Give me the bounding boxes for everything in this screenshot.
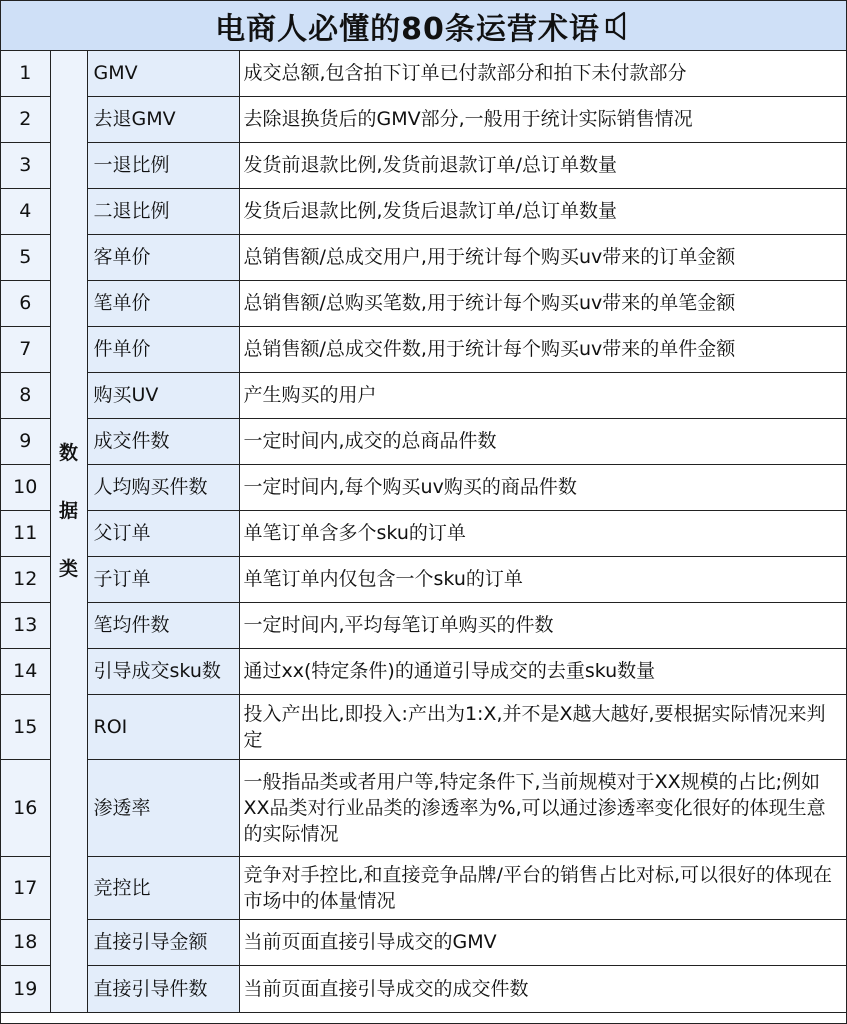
table-row: [1, 51, 846, 96]
term-name: 客单价: [87, 234, 239, 280]
table-row: [1, 234, 846, 280]
table-row: [1, 856, 846, 919]
term-description: 一般指品类或者用户等,特定条件下,当前规模对于XX规模的占比;例如XX品类对行业品类的渗透率为%,可以通过渗透率变化很好的体现生意的实际情况: [239, 759, 846, 856]
row-number: 7: [1, 326, 50, 372]
term-description: 单笔订单内仅包含一个sku的订单: [239, 556, 846, 602]
term-name: 直接引导件数: [87, 965, 239, 1012]
speaker-icon: [604, 11, 632, 41]
table-row: [1, 372, 846, 418]
table-row: [1, 510, 846, 556]
term-description: 发货前退款比例,发货前退款订单/总订单数量: [239, 142, 846, 188]
term-description: 产生购买的用户: [239, 372, 846, 418]
term-name: 二退比例: [87, 188, 239, 234]
term-description: 发货后退款比例,发货后退款订单/总订单数量: [239, 188, 846, 234]
page-title: 电商人必懂的80条运营术语: [215, 11, 600, 47]
row-number: 14: [1, 648, 50, 694]
term-name: 一退比例: [87, 142, 239, 188]
row-number: 12: [1, 556, 50, 602]
category-char: 类: [58, 558, 78, 581]
term-name: 去退GMV: [87, 96, 239, 142]
row-number: 2: [1, 96, 50, 142]
table-row: [1, 188, 846, 234]
table-row: [1, 96, 846, 142]
row-number: 5: [1, 234, 50, 280]
term-description: 一定时间内,平均每笔订单购买的件数: [239, 602, 846, 648]
row-number: 3: [1, 142, 50, 188]
row-number: 19: [1, 965, 50, 1012]
term-description: 通过xx(特定条件)的通道引导成交的去重sku数量: [239, 648, 846, 694]
term-name: GMV: [87, 51, 239, 96]
term-description: 总销售额/总成交件数,用于统计每个购买uv带来的单件金额: [239, 326, 846, 372]
row-number: 10: [1, 464, 50, 510]
term-description: 总销售额/总购买笔数,用于统计每个购买uv带来的单笔金额: [239, 280, 846, 326]
term-name: 件单价: [87, 326, 239, 372]
term-description: 当前页面直接引导成交的成交件数: [239, 965, 846, 1012]
row-number: 8: [1, 372, 50, 418]
term-name: 直接引导金额: [87, 919, 239, 965]
category-char: 据: [58, 500, 78, 523]
table-row: [1, 464, 846, 510]
term-name: 成交件数: [87, 418, 239, 464]
table-row: [1, 280, 846, 326]
row-number: 6: [1, 280, 50, 326]
term-description: 总销售额/总成交用户,用于统计每个购买uv带来的订单金额: [239, 234, 846, 280]
table-row: [1, 648, 846, 694]
terms-table: [1, 51, 846, 1013]
row-number: 13: [1, 602, 50, 648]
term-description: 一定时间内,每个购买uv购买的商品件数: [239, 464, 846, 510]
term-name: 子订单: [87, 556, 239, 602]
table-row: [1, 556, 846, 602]
table-row: [1, 965, 846, 1012]
table-row: [1, 418, 846, 464]
table-row: [1, 759, 846, 856]
term-name: 购买UV: [87, 372, 239, 418]
term-description: 当前页面直接引导成交的GMV: [239, 919, 846, 965]
category-label: [50, 51, 87, 1012]
term-name: 笔单价: [87, 280, 239, 326]
term-description: 竞争对手控比,和直接竞争品牌/平台的销售占比对标,可以很好的体现在市场中的体量情况: [239, 856, 846, 919]
term-description: 投入产出比,即投入:产出为1:X,并不是X越大越好,要根据实际情况来判定: [239, 694, 846, 759]
row-number: 16: [1, 759, 50, 856]
table-row: [1, 142, 846, 188]
row-number: 9: [1, 418, 50, 464]
term-name: 笔均件数: [87, 602, 239, 648]
page-title-bar: [1, 1, 846, 51]
row-number: 15: [1, 694, 50, 759]
term-name: 竞控比: [87, 856, 239, 919]
row-number: 1: [1, 51, 50, 96]
term-name: 人均购买件数: [87, 464, 239, 510]
category-char: 数: [58, 442, 78, 465]
row-number: 18: [1, 919, 50, 965]
term-description: 一定时间内,成交的总商品件数: [239, 418, 846, 464]
table-row: [1, 602, 846, 648]
term-description: 成交总额,包含拍下订单已付款部分和拍下未付款部分: [239, 51, 846, 96]
table-row: [1, 919, 846, 965]
term-name: 父订单: [87, 510, 239, 556]
term-description: 去除退换货后的GMV部分,一般用于统计实际销售情况: [239, 96, 846, 142]
term-name: ROI: [87, 694, 239, 759]
table-row: [1, 326, 846, 372]
row-number: 4: [1, 188, 50, 234]
term-name: 渗透率: [87, 759, 239, 856]
table-row: [1, 694, 846, 759]
term-description: 单笔订单含多个sku的订单: [239, 510, 846, 556]
row-number: 11: [1, 510, 50, 556]
term-name: 引导成交sku数: [87, 648, 239, 694]
row-number: 17: [1, 856, 50, 919]
